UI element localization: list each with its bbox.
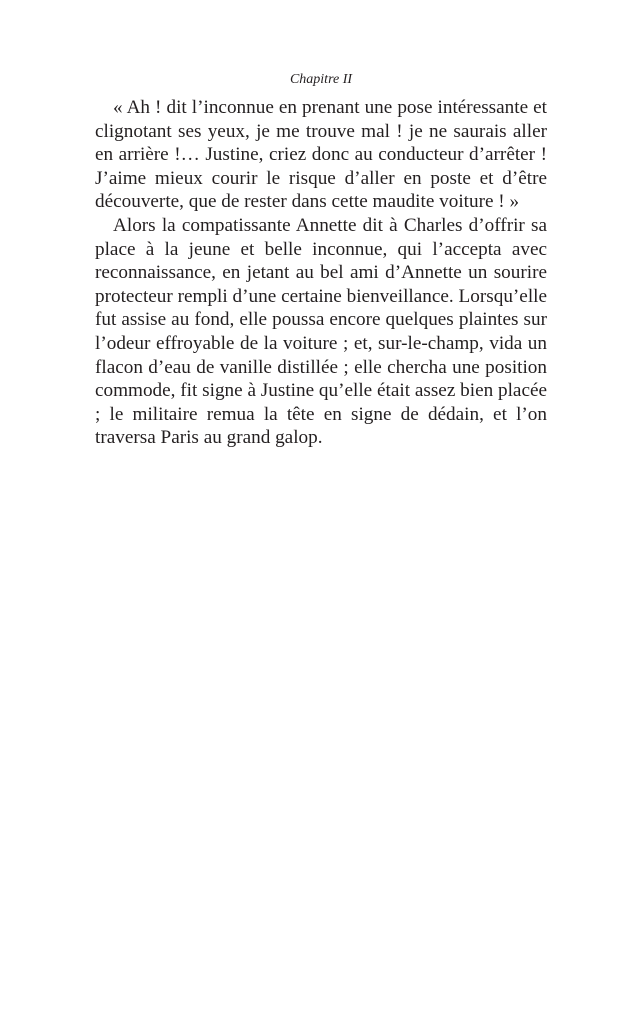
- paragraph-2: Alors la compatissante Annette dit à Charles d’offrir sa place à la jeune et belle inconnue, qui l’accepta avec reconnaissance, en jetant au bel ami d’Annette un sourire protecteur rempli d’une certaine bienveillance. Lorsqu’elle fut assise au fond, elle poussa encore quelques plaintes sur l’odeur effroyable de la voiture ; et, sur-le-champ, vida un flacon d’eau de vanille distillée ; elle chercha une position commode, fit signe à Justine qu’elle était assez bien placée ; le militaire remua la tête en signe de dédain, et l’on traversa Paris au grand galop.: [95, 214, 547, 449]
- running-head: Chapitre II: [289, 72, 353, 87]
- book-page: [95, 70, 547, 450]
- paragraph-1: « Ah ! dit l’inconnue en prenant une pose intéressante et clignotant ses yeux, je me trouve mal ! je ne saurais aller en arrière !… Justine, criez donc au conducteur d’arrêter ! J’aime mieux courir le risque d’aller en poste et d’être découverte, que de rester dans cette maudite voiture ! »: [95, 97, 547, 213]
